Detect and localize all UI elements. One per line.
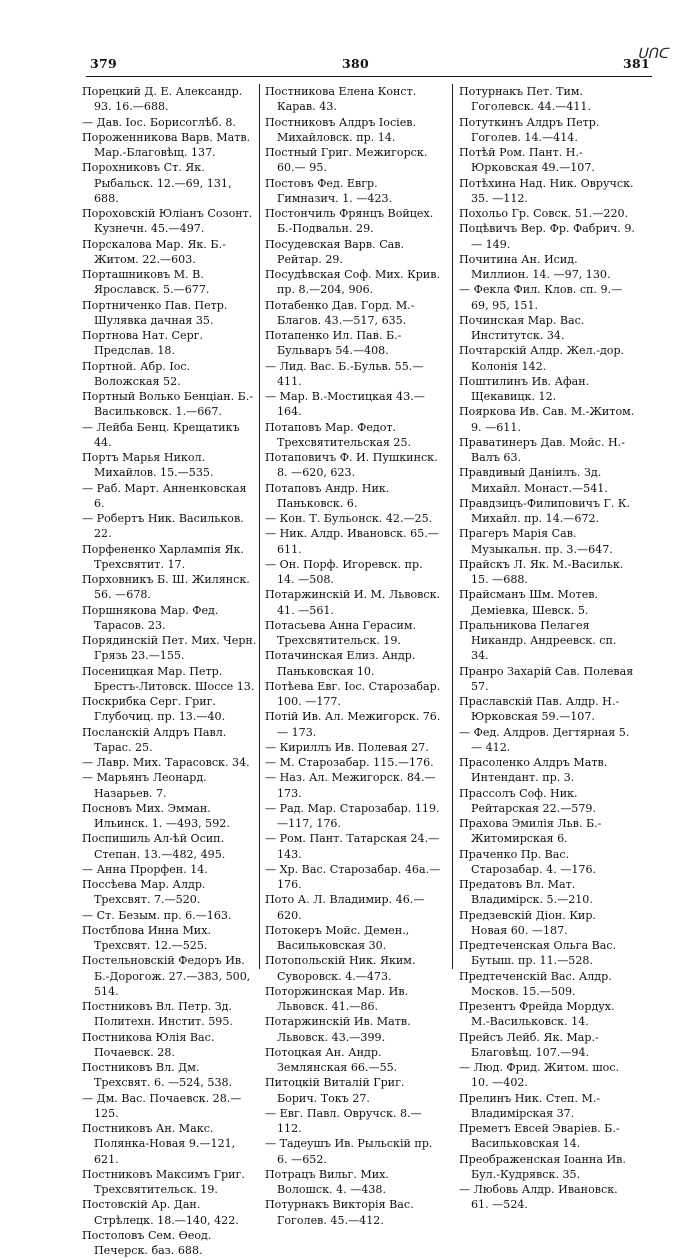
directory-entry: Постовскій Ар. Дан. Стрѣлецк. 18.—140, 422.: [82, 1198, 239, 1227]
directory-entry: Прелинъ Ник. Степ. М.-Владимірская 37.: [459, 1091, 601, 1120]
directory-entry: Пото А. Л. Владимир. 46.—620.: [265, 893, 425, 922]
directory-entry: Прайскъ Л. Як. М.-Васильк. 15. —688.: [459, 557, 624, 586]
directory-entry: Праченко Пр. Вас. Старозабар. 4. —176.: [459, 847, 597, 876]
handwritten-mark: ᑌᑎᑕ: [637, 46, 668, 62]
directory-entry: Постоловъ Сем. Ѳеод. Печерск. баз. 688.: [82, 1228, 212, 1257]
directory-entry: Прагеръ Марія Сав. Музыкальн. пр. 3.—647.: [459, 527, 613, 556]
directory-entry: Постовъ Фед. Евгр. Гимназич. 1. —423.: [265, 176, 393, 205]
directory-entry: — Анна Прорфен. 14.: [82, 862, 208, 876]
directory-entry: Презентъ Фрейда Мордух. М.-Васильковск. 14.: [459, 1000, 615, 1029]
directory-entry: Поршнякова Мар. Фед. Тарасов. 23.: [82, 603, 219, 632]
directory-entry: Пояркова Ив. Сав. М.-Житом. 9. —611.: [459, 405, 635, 434]
directory-entry: Предтеченскій Вас. Алдр. Москов. 15.—509.: [459, 969, 612, 998]
directory-entry: Посудевская Варв. Сав. Рейтар. 29.: [265, 237, 405, 266]
directory-entry: Правдзицъ-Филиповичъ Г. К. Михайл. пр. 14.—672.: [459, 496, 631, 525]
directory-entry: Пральникова Пелагея Никандр. Андреевск. сп. 34.: [459, 618, 617, 663]
directory-entry: — Дм. Вас. Почаевск. 28.— 125.: [82, 1091, 242, 1120]
directory-entry: — Рад. Мар. Старозабар. 119. —117, 176.: [265, 801, 440, 830]
directory-entry: Почтарскій Алдр. Жел.-дор. Колонія 142.: [459, 344, 625, 373]
directory-entry: Прассолъ Соф. Ник. Рейтарская 22.—579.: [459, 786, 596, 815]
directory-entry: Портниченко Пав. Петр. Шулявка дачная 35.: [82, 298, 228, 327]
directory-entry: — Марьянъ Леонард. Назарьев. 7.: [82, 771, 207, 800]
directory-entry: Постный Григ. Межигорск. 60.— 95.: [265, 146, 428, 175]
directory-entry: — Любовь Алдр. Ивановск. 61. —524.: [459, 1183, 618, 1212]
directory-entry: — Наз. Ал. Межигорск. 84.— 173.: [265, 771, 436, 800]
directory-entry: Предтеченская Ольга Вас. Бутыш. пр. 11.—528.: [459, 939, 617, 968]
column-divider: [259, 84, 260, 969]
directory-entry: Поштилинъ Ив. Афан. Щекавицк. 12.: [459, 374, 590, 403]
directory-entry: Портъ Марья Никол. Михайлов. 15.—535.: [82, 451, 214, 480]
directory-entry: Почитина Ан. Исид. Миллион. 14. —97, 130.: [459, 252, 611, 281]
directory-entry: Питоцкій Виталій Григ. Борич. Токъ 27.: [265, 1076, 405, 1105]
directory-entry: Поцѣвичъ Вер. Фр. Фабрич. 9.— 149.: [459, 222, 635, 251]
directory-entry: Потурнакъ Викторія Вас. Гоголев. 45.—412.: [265, 1198, 414, 1227]
directory-entry: Преображенская Іоанна Ив. Бул.-Кудрявск. 35.: [459, 1152, 626, 1181]
directory-entry: Постельновскій Федоръ Ив. Б.-Дорогож. 27.—383, 500, 514.: [82, 954, 251, 998]
directory-entry: Потабенко Дав. Горд. М.-Благов. 43.—517, 635.: [265, 298, 415, 327]
directory-entry: Потаповъ Мар. Федот. Трехсвятительская 25.: [265, 420, 412, 449]
directory-entry: Потаповъ Андр. Ник. Паньковск. 6.: [265, 481, 390, 510]
directory-entry: Порядинскій Пет. Мих. Черн. Грязь 23.—155.: [82, 634, 257, 663]
page-number-right: 381: [623, 56, 650, 71]
directory-entry: Посеницкая Мар. Петр. Брестъ-Литовск. Шоссе 13.: [82, 664, 255, 693]
directory-entry: Посудѣвская Соф. Мих. Крив. пр. 8.—204, 906.: [265, 268, 440, 297]
directory-entry: Потій Ив. Ал. Межигорск. 76.— 173.: [265, 710, 441, 739]
directory-entry: — Фекла Фил. Клов. сп. 9.—69, 95, 151.: [459, 283, 623, 312]
directory-entry: Поторжинская Мар. Ив. Львовск. 41.—86.: [265, 984, 409, 1013]
directory-entry: — Кириллъ Ив. Полевая 27.: [265, 740, 429, 754]
page-number-left: 379: [90, 56, 117, 71]
column-2: [265, 84, 441, 1228]
directory-entry: Посланскій Алдръ Павл. Тарас. 25.: [82, 725, 227, 754]
directory-entry: — Ром. Пант. Татарская 24.— 143.: [265, 832, 440, 861]
directory-entry: — Кон. Т. Бульонск. 42.—25.: [265, 512, 433, 525]
directory-entry: Потоцкая Ан. Андр. Землянская 66.—55.: [265, 1045, 398, 1074]
directory-entry: Поскрибка Серг. Григ. Глубочиц. пр. 13.—40.: [82, 695, 226, 724]
directory-entry: Прайсманъ Шм. Мотев. Деміевка, Шевск. 5.: [459, 588, 599, 617]
directory-entry: Потачинская Елиз. Андр. Паньковская 10.: [265, 649, 416, 678]
directory-entry: Преметъ Евсей Эваріев. Б.-Васильковская 14.: [459, 1122, 620, 1151]
directory-entry: — Хр. Вас. Старозабар. 46а.— 176.: [265, 862, 441, 891]
directory-entry: Порташниковъ М. В. Ярославск. 5.—677.: [82, 268, 210, 297]
directory-entry: — Лейба Бенц. Крещатикъ 44.: [82, 420, 240, 449]
directory-entry: Порскалова Мар. Як. Б.-Житом. 22.—603.: [82, 237, 226, 266]
directory-entry: Потаржинскій Ив. Матв. Львовск. 43.—399.: [265, 1015, 411, 1044]
directory-entry: Потаржинскій И. М. Львовск. 41. —561.: [265, 588, 441, 617]
directory-entry: — Лавр. Мих. Тарасовск. 34.: [82, 756, 250, 769]
directory-entry: Портной. Абр. Іос. Воложская 52.: [82, 359, 191, 388]
directory-entry: Потрацъ Вильг. Мих. Волошск. 4. —438.: [265, 1167, 389, 1196]
directory-entry: — Ст. Безым. пр. 6.—163.: [82, 908, 232, 922]
column-divider: [452, 84, 453, 969]
directory-entry: — Раб. Март. Анненковская 6.: [82, 481, 247, 510]
directory-entry: Потапенко Ил. Пав. Б.-Бульваръ 54.—408.: [265, 329, 402, 358]
directory-entry: — Лид. Вас. Б.-Бульв. 55.— 411.: [265, 359, 424, 388]
directory-entry: Портный Волько Бенціан. Б.-Васильковск. 1.—667.: [82, 390, 254, 419]
directory-entry: Пороженникова Варв. Матв. Мар.-Благовѣщ. 137.: [82, 130, 251, 159]
column-3: [459, 84, 635, 1213]
page-header: [90, 46, 668, 78]
directory-entry: Предзевскій Діон. Кир. Новая 60. —187.: [459, 908, 596, 937]
directory-entry: Праватинеръ Дав. Мойс. Н.-Валъ 63.: [459, 435, 626, 464]
directory-entry: — Он. Порф. Игоревск. пр. 14. —508.: [265, 557, 423, 586]
directory-entry: Постникова Юлія Вас. Почаевск. 28.: [82, 1030, 215, 1059]
directory-entry: Потокеръ Мойс. Демен., Васильковская 30.: [265, 923, 410, 952]
directory-entry: Прасоленко Алдръ Матв. Интендант. пр. 3.: [459, 756, 608, 785]
directory-entry: Потопольскій Ник. Яким. Суворовск. 4.—473.: [265, 954, 416, 983]
directory-entry: Портнова Нат. Серг. Предслав. 18.: [82, 329, 204, 358]
directory-entry: Постниковъ Ан. Макс. Полянка-Новая 9.—121, 621.: [82, 1122, 236, 1166]
directory-entry: Постниковъ Вл. Дм. Трехсвят. 6. —524, 538.: [82, 1061, 233, 1090]
directory-entry: Постниковъ Вл. Петр. Зд. Политехн. Инстит. 595.: [82, 1000, 233, 1029]
directory-entry: Порховникъ Б. Ш. Жилянск. 56. —678.: [82, 573, 250, 602]
directory-entry: Постбпова Инна Мих. Трехсвят. 12.—525.: [82, 923, 211, 952]
directory-entry: Предатовъ Вл. Мат. Владимірск. 5.—210.: [459, 878, 593, 907]
directory-entry: Постончиль Фрянцъ Войцех. Б.-Подвальн. 29.: [265, 207, 434, 236]
header-rule: [86, 76, 652, 77]
directory-entry: Потѣхина Над. Ник. Овручск. 35. —112.: [459, 176, 634, 205]
directory-entry: Починская Мар. Вас. Институтск. 34.: [459, 313, 585, 342]
directory-entry: Прахова Эмилія Льв. Б.-Житомирская 6.: [459, 817, 602, 846]
directory-entry: Постниковъ Максимъ Григ. Трехсвятительск. 19.: [82, 1167, 245, 1196]
directory-entry: — Тадеушъ Ив. Рыльскій пр. 6. —652.: [265, 1137, 433, 1166]
directory-entry: Прейсъ Лейб. Як. Мар.-Благовѣщ. 107.—94.: [459, 1030, 599, 1059]
directory-entry: Пороховскій Юліанъ Созонт. Кузнечн. 45.—497.: [82, 207, 253, 236]
directory-entry: Порецкий Д. Е. Александр. 93. 16.—688.: [82, 85, 243, 114]
directory-entry: Похольо Гр. Совск. 51.—220.: [459, 207, 629, 220]
directory-entry: Посновъ Мих. Эмман. Ильинск. 1. —493, 592.: [82, 801, 230, 830]
directory-entry: — М. Старозабар. 115.—176.: [265, 756, 434, 769]
directory-entry: Постниковъ Алдръ Іосіев. Михайловск. пр. 14.: [265, 115, 417, 144]
directory-entry: — Мар. В.-Мостицкая 43.— 164.: [265, 390, 425, 419]
directory-entry: Поспишиль Ал-ѣй Осип. Степан. 13.—482, 495.: [82, 832, 226, 861]
directory-entry: — Робертъ Ник. Васильков. 22.: [82, 512, 244, 541]
directory-entry: Порохниковъ Ст. Як. Рыбальск. 12.—69, 131, 688.: [82, 161, 232, 205]
directory-entry: Потасьева Анна Герасим. Трехсвятительск. 19.: [265, 618, 417, 647]
page-number-middle: 380: [342, 56, 369, 71]
directory-entry: Правдивый Даніилъ. Зд. Михайл. Монаст.—541.: [459, 466, 608, 495]
directory-entry: Порфененко Харлампія Як. Трехсвятит. 17.: [82, 542, 244, 571]
column-1: [82, 84, 258, 1258]
directory-entry: Пранро Захарій Сав. Полевая 57.: [459, 664, 634, 693]
directory-entry: — Фед. Алдров. Дегтярная 5.— 412.: [459, 725, 630, 754]
directory-entry: Потуткинъ Алдръ Петр. Гоголев. 14.—414.: [459, 115, 600, 144]
directory-entry: Потѣй Ром. Пант. Н.-Юрковская 49.—107.: [459, 146, 595, 175]
directory-entry: — Дав. Іос. Борисоглѣб. 8.: [82, 115, 236, 129]
directory-entry: Постникова Елена Конст. Карав. 43.: [265, 85, 417, 114]
directory-entry: Потѣева Евг. Іос. Старозабар. 100. —177.: [265, 679, 441, 708]
directory-entry: — Ник. Алдр. Ивановск. 65.— 611.: [265, 527, 439, 556]
directory-entry: — Люд. Фрид. Житом. шос. 10. —402.: [459, 1061, 620, 1090]
directory-entry: Поссѣева Мар. Алдр. Трехсвят. 7.—520.: [82, 878, 206, 907]
directory-entry: — Евг. Павл. Овручск. 8.—112.: [265, 1106, 422, 1135]
directory-entry: Праславскій Пав. Алдр. Н.-Юрковская 59.—107.: [459, 695, 620, 724]
directory-entry: Потурнакъ Пет. Тим. Гоголевск. 44.—411.: [459, 85, 592, 114]
directory-entry: Потаповичъ Ф. И. Пушкинск. 8. —620, 623.: [265, 451, 438, 480]
